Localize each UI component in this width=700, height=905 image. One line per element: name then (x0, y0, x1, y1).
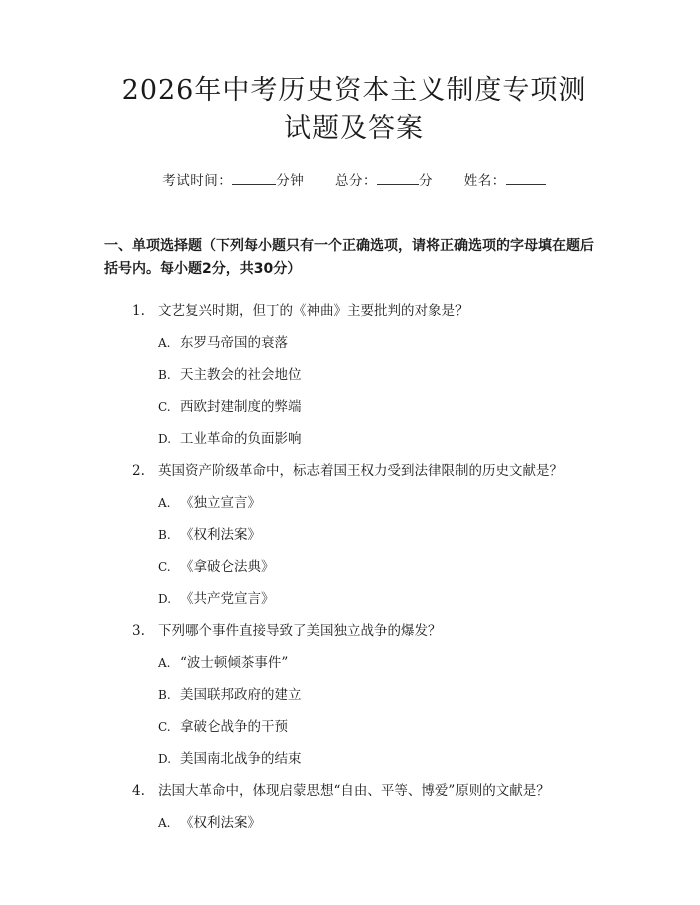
question-stem (132, 781, 604, 813)
question-number: 3. (132, 623, 145, 639)
option-text: 美国联邦政府的建立 (180, 687, 302, 703)
option-letter: A. (158, 816, 171, 830)
question-text: 法国大革命中，体现启蒙思想“自由、平等、博爱”原则的文献是？ (158, 783, 550, 799)
option-text: 东罗马帝国的衰落 (180, 335, 288, 351)
option-text: 《拿破仑法典》 (180, 559, 275, 575)
student-name-label: 姓名： (463, 173, 506, 189)
question-text: 英国资产阶级革命中，标志着国王权力受到法律限制的历史文献是？ (158, 463, 563, 479)
question-stem (132, 461, 604, 493)
total-score-label: 总分： (335, 173, 377, 189)
question-item (104, 301, 604, 461)
option-list (104, 653, 604, 781)
option-list (104, 333, 604, 461)
exam-time-field (162, 169, 304, 189)
question-number: 1. (132, 303, 145, 319)
option-letter: C. (158, 400, 171, 414)
total-score-blank[interactable] (377, 172, 419, 185)
option-letter: C. (158, 560, 171, 574)
option-item (158, 397, 604, 429)
question-number: 2. (132, 463, 145, 479)
option-item (158, 429, 604, 461)
question-text: 下列哪个事件直接导致了美国独立战争的爆发？ (158, 623, 442, 639)
option-text: 天主教会的社会地位 (180, 367, 302, 383)
option-letter: D. (158, 432, 172, 446)
option-item (158, 685, 604, 717)
option-item (158, 525, 604, 557)
student-name-field (464, 169, 546, 189)
option-letter: A. (158, 336, 171, 350)
option-item (158, 493, 604, 525)
option-text: 西欧封建制度的弊端 (180, 399, 302, 415)
option-text: 《权利法案》 (180, 815, 261, 831)
student-name-blank[interactable] (506, 172, 546, 185)
option-letter: D. (158, 752, 172, 766)
option-item (158, 589, 604, 621)
option-list (104, 493, 604, 621)
total-score-field (335, 169, 433, 189)
option-text: “波士顿倾茶事件” (180, 655, 289, 671)
document-title: 2026年中考历史资本主义制度专项测试题及答案 (121, 75, 587, 144)
option-text: 《独立宣言》 (180, 495, 261, 511)
option-item (158, 653, 604, 685)
option-letter: B. (158, 368, 171, 382)
option-letter: C. (158, 720, 171, 734)
option-letter: A. (158, 496, 171, 510)
option-text: 拿破仑战争的干预 (180, 719, 288, 735)
question-text: 文艺复兴时期，但丁的《神曲》主要批判的对象是？ (158, 303, 469, 319)
total-score-unit: 分 (419, 173, 433, 189)
option-letter: B. (158, 528, 171, 542)
option-letter: D. (158, 592, 172, 606)
option-text: 工业革命的负面影响 (180, 431, 302, 447)
question-stem (132, 621, 604, 653)
option-text: 《权利法案》 (180, 527, 261, 543)
option-item (158, 333, 604, 365)
exam-time-label: 考试时间： (162, 173, 233, 189)
option-item (158, 717, 604, 749)
question-item (104, 781, 604, 845)
option-text: 美国南北战争的结束 (180, 751, 302, 767)
exam-info-line (104, 169, 604, 189)
exam-time-blank[interactable] (232, 172, 276, 185)
option-item (158, 813, 604, 845)
question-item (104, 621, 604, 781)
section-heading: 一、单项选择题（下列每小题只有一个正确选项，请将正确选项的字母填在题后括号内。每小题2分，共30分） (104, 238, 594, 277)
option-letter: A. (158, 656, 171, 670)
question-stem (132, 301, 604, 333)
exam-time-unit: 分钟 (276, 173, 305, 189)
option-text: 《共产党宣言》 (180, 591, 275, 607)
option-item (158, 365, 604, 397)
option-item (158, 749, 604, 781)
question-number: 4. (132, 783, 145, 799)
option-letter: B. (158, 688, 171, 702)
option-list (104, 813, 604, 845)
question-list (104, 301, 604, 845)
option-item (158, 557, 604, 589)
question-item (104, 461, 604, 621)
